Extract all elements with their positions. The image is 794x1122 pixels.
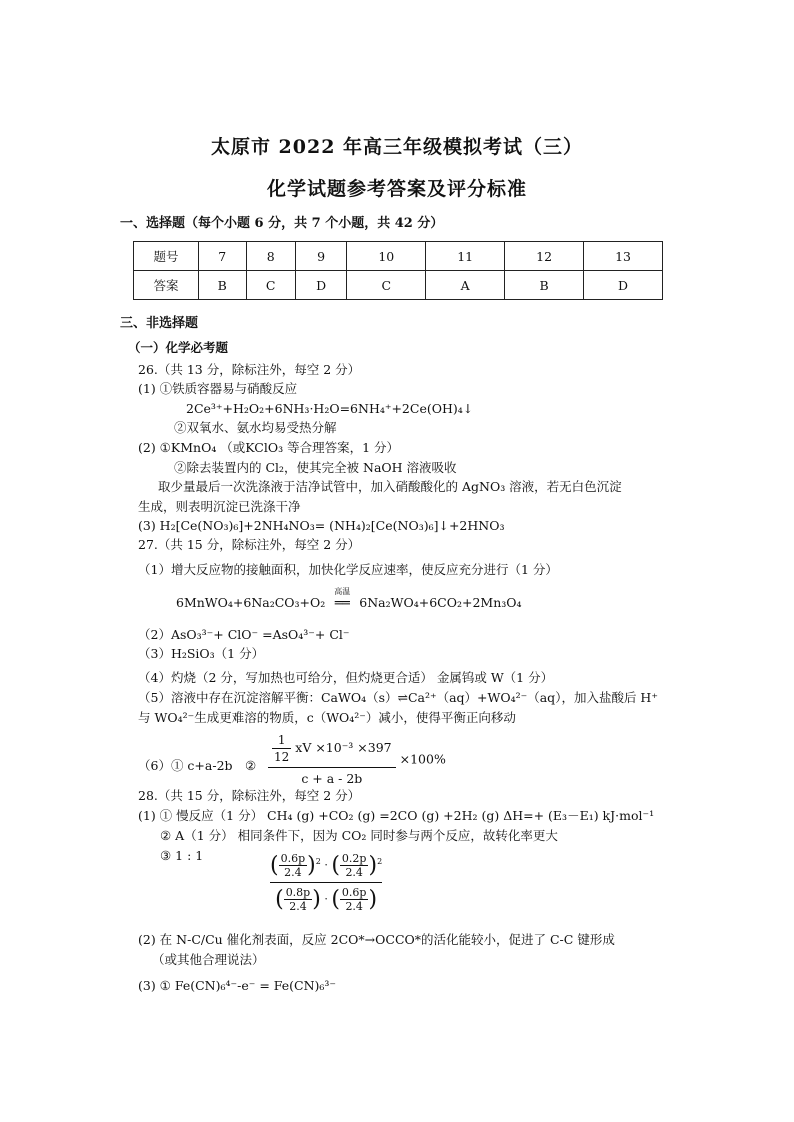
fraction-one-twelfth — [272, 732, 291, 765]
q28-line: (3) ① Fe(CN)₆⁴⁻-e⁻ = Fe(CN)₆³⁻ — [138, 978, 337, 993]
kp-denominator: ( $\frac{0.8p}{2.4}$ ) · ( $\frac{0.6p}{2.4}$ ) — [275, 886, 378, 913]
q27-equation — [176, 587, 522, 611]
denominator: 12 — [274, 750, 290, 764]
q28-header: 28.（共 15 分，除标注外，每空 2 分） — [138, 788, 361, 803]
q28-line: ③ 1 : 1 — [160, 848, 204, 863]
q27-line: （5）溶液中存在沉淀溶解平衡：CaWO₄（s）⇌Ca²⁺（aq）+WO₄²⁻（aq），加入盐酸后 H⁺ — [138, 690, 658, 705]
q26-line: 生成，则表明沉淀已洗涤干净 — [138, 499, 301, 514]
row-label: 答案 — [134, 271, 199, 300]
q26-equation: 2Ce³⁺+H₂O₂+6NH₃·H₂O=6NH₄⁺+2Ce(OH)₄↓ — [186, 401, 474, 416]
term-denominator: 2.4 — [345, 900, 363, 913]
q27-line: （1）增大反应物的接触面积，加快化学反应速率，使反应充分进行（1 分） — [138, 562, 558, 577]
q27-header: 27.（共 15 分，除标注外，每空 2 分） — [138, 537, 361, 552]
q27-line: （6）① c+a-2b — [138, 758, 233, 773]
table-cell: B — [199, 271, 247, 300]
term-denominator: 2.4 — [284, 866, 302, 879]
q28-line: （或其他合理说法） — [152, 952, 265, 967]
section-multiple-choice: 一、选择题（每个小题 6 分，共 7 个小题，共 42 分） — [120, 216, 444, 231]
q26-header: 26.（共 13 分，除标注外，每空 2 分） — [138, 362, 361, 377]
numerator: 1 — [272, 732, 291, 749]
q27-line: （2）AsO₃³⁻+ ClO⁻ =AsO₄³⁻+ Cl⁻ — [138, 627, 350, 642]
table-row — [134, 242, 663, 271]
table-cell: A — [426, 271, 505, 300]
q26-line: (2) ①KMnO₄ （或KClO₃ 等合理答案，1 分） — [138, 440, 400, 455]
table-cell: C — [246, 271, 295, 300]
q26-line: ②除去装置内的 Cl₂，使其完全被 NaOH 溶液吸收 — [174, 460, 457, 475]
term-denominator: 2.4 — [289, 900, 307, 913]
equation-right: 6Na₂WO₄+6CO₂+2Mn₃O₄ — [359, 595, 522, 610]
term-numerator: 0.2p — [341, 852, 367, 865]
term-numerator: 0.6p — [341, 886, 367, 899]
table-cell: D — [295, 271, 346, 300]
kp-numerator: ( $\frac{0.6p}{2.4}$ )$^2$ · ( $\frac{0.2p}{2.4}$ )$^2$ — [270, 852, 382, 883]
term-denominator: 2.4 — [345, 866, 363, 879]
q26-line: ②双氧水、氨水均易受热分解 — [174, 420, 337, 435]
table-cell: 7 — [199, 242, 247, 271]
table-cell: C — [347, 271, 426, 300]
q28-line: (2) 在 N-C/Cu 催化剂表面，反应 2CO*→OCCO*的活化能较小，促进了 C-C 键形成 — [138, 932, 615, 947]
reaction-arrow: 高温 ══ — [325, 595, 359, 611]
row-label: 题号 — [134, 242, 199, 271]
table-cell: 11 — [426, 242, 505, 271]
page-subtitle: 化学试题参考答案及评分标准 — [266, 178, 527, 200]
numerator-rest: xV ×10⁻³ ×397 — [295, 740, 392, 755]
q28-line: ② A（1 分） 相同条件下，因为 CO₂ 同时参与两个反应，故转化率更大 — [160, 828, 558, 843]
q26-line: 取少量最后一次洗涤液于洁净试管中，加入硝酸酸化的 AgNO₃ 溶液，若无白色沉淀 — [158, 479, 622, 494]
term-numerator: 0.8p — [285, 886, 311, 899]
reaction-condition: 高温 — [334, 587, 351, 596]
table-cell: 12 — [505, 242, 584, 271]
equilibrium-constant-formula — [270, 852, 382, 913]
table-cell: 13 — [584, 242, 663, 271]
percent-factor: ×100% — [399, 751, 446, 767]
page-title: 太原市 2022 年高三年级模拟考试（三） — [210, 136, 584, 158]
purity-formula — [268, 732, 446, 787]
term-numerator: 0.6p — [280, 852, 306, 865]
section-non-choice: 三、非选择题 — [120, 316, 199, 331]
q27-line: （4）灼烧（2 分，写加热也可给分，但灼烧更合适） 金属钨或 W（1 分） — [138, 670, 554, 685]
q26-line: (1) ①铁质容器易与硝酸反应 — [138, 381, 298, 396]
table-cell: 10 — [347, 242, 426, 271]
equation-left: 6MnWO₄+6Na₂CO₃+O₂ — [176, 595, 326, 610]
q27-line: （3）H₂SiO₃（1 分） — [138, 646, 265, 661]
table-cell: 9 — [295, 242, 346, 271]
table-row — [134, 271, 663, 300]
q27-line: 与 WO₄²⁻生成更难溶的物质，c（WO₄²⁻）减小，使得平衡正向移动 — [138, 710, 516, 725]
answer-table — [133, 241, 663, 300]
q28-line: (1) ① 慢反应（1 分） CH₄ (g) +CO₂ (g) =2CO (g) +2H₂ (g) ΔH=+ (E₃－E₁) kJ·mol⁻¹ — [138, 808, 655, 823]
q27-line: ② — [245, 758, 257, 773]
table-cell: D — [584, 271, 663, 300]
q26-equation: (3) H₂[Ce(NO₃)₆]+2NH₄NO₃= (NH₄)₂[Ce(NO₃)₆]↓+2HNO₃ — [138, 518, 505, 533]
subsection-required: （一）化学必考题 — [128, 340, 229, 355]
denominator: c + a - 2b — [301, 771, 363, 786]
table-cell: 8 — [246, 242, 295, 271]
table-cell: B — [505, 271, 584, 300]
